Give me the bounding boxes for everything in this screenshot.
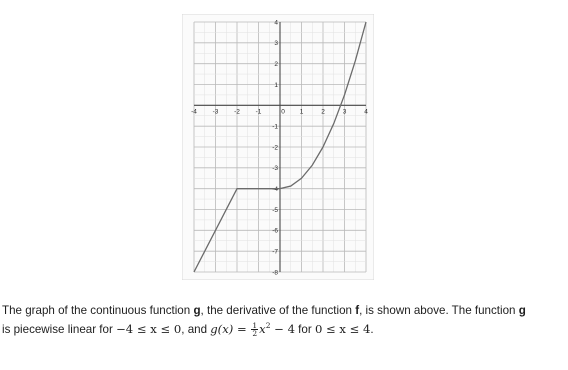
y-tick-label: 4	[274, 19, 278, 27]
y-tick-label: -2	[272, 144, 278, 152]
x-tick-label: -2	[234, 108, 240, 116]
equals-sign: =	[233, 322, 251, 336]
y-tick-label: -3	[272, 165, 278, 173]
constant-term: − 4	[270, 322, 295, 336]
caption-f: f	[355, 304, 360, 317]
caption-text: , and	[181, 323, 211, 336]
x-tick-label: 4	[364, 108, 368, 116]
y-tick-label: -8	[272, 269, 278, 277]
y-tick-label: -5	[272, 206, 278, 214]
y-tick-label: -4	[272, 185, 278, 193]
y-tick-label: -6	[272, 227, 278, 235]
x-tick-label: -4	[191, 108, 197, 116]
y-tick-label: -1	[272, 123, 278, 131]
g-of-x: g(x)	[210, 322, 234, 336]
graph-figure	[182, 14, 374, 280]
caption-text: , the derivative of the function	[200, 304, 356, 317]
range-expression: 0 ≤ x ≤ 4	[314, 322, 371, 336]
x-variable: x	[259, 322, 266, 336]
graph-svg	[182, 14, 374, 280]
x-tick-label: 3	[342, 108, 347, 116]
y-tick-label: 2	[274, 60, 278, 68]
caption-text: , is shown above. The function	[359, 304, 519, 317]
caption-g: g	[518, 304, 526, 317]
x-tick-label: -1	[255, 108, 262, 116]
y-tick-label: -7	[272, 248, 278, 256]
caption-g: g	[193, 304, 201, 317]
x-tick-label: 1	[299, 108, 304, 116]
x-tick-label: -3	[212, 108, 219, 116]
x-tick-label: 2	[321, 108, 325, 116]
y-tick-label: 3	[274, 40, 278, 48]
x-tick-label: 0	[281, 108, 285, 116]
fraction-denominator: 2	[252, 329, 258, 339]
range-expression: −4 ≤ x ≤ 0	[116, 322, 182, 336]
y-tick-label: 1	[274, 81, 278, 89]
caption-text: is piecewise linear for	[2, 323, 117, 336]
caption-text: .	[370, 323, 374, 336]
caption-text: The graph of the continuous function	[2, 304, 194, 317]
caption-text: for	[294, 323, 315, 336]
fraction	[251, 322, 258, 337]
exponent: 2	[265, 321, 271, 331]
caption	[2, 302, 562, 339]
fraction-numerator: 1	[252, 321, 258, 331]
caption-line-2	[2, 320, 562, 339]
caption-line-1	[2, 302, 562, 320]
